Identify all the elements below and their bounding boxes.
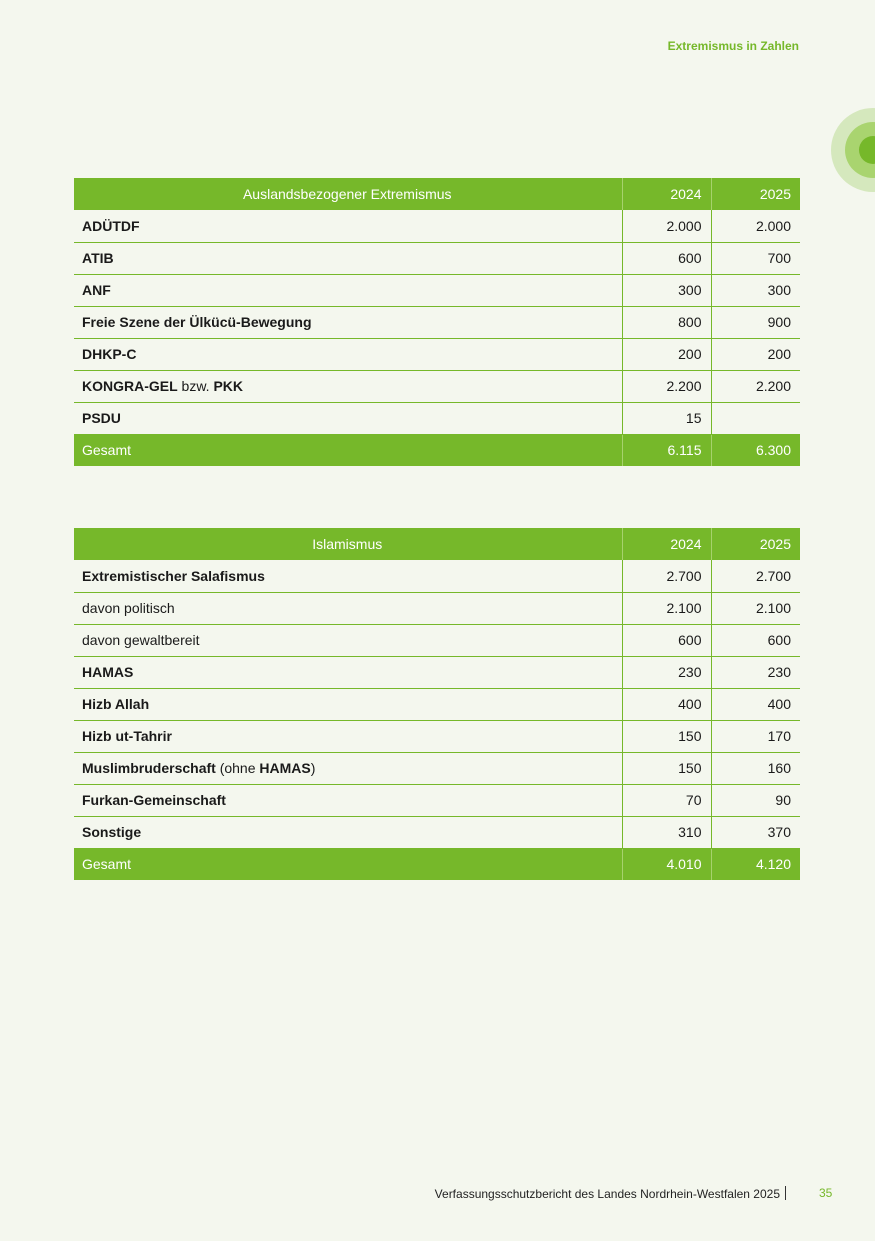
table-row — [74, 784, 800, 816]
total-label: Gesamt — [74, 434, 622, 466]
value-2025: 2.100 — [711, 592, 800, 624]
footer — [435, 1186, 793, 1201]
value-2025: 170 — [711, 720, 800, 752]
value-2024: 230 — [622, 656, 711, 688]
row-label — [74, 560, 622, 592]
value-2024: 800 — [622, 306, 711, 338]
row-label — [74, 274, 622, 306]
value-2025: 600 — [711, 624, 800, 656]
value-2024: 2.000 — [622, 210, 711, 242]
value-2025: 700 — [711, 242, 800, 274]
footer-text: Verfassungsschutzbericht des Landes Nordrhein-Westfalen 2025 — [434, 1187, 780, 1201]
column-header-2025: 2025 — [711, 528, 800, 560]
table-row — [74, 688, 800, 720]
value-2024: 400 — [622, 688, 711, 720]
row-label-part: Freie Szene der Ülkücü-Bewegung — [82, 314, 312, 330]
row-label-part: Hizb Allah — [82, 696, 150, 712]
value-2024: 310 — [622, 816, 711, 848]
row-label-part: HAMAS — [259, 760, 311, 776]
row-label-part: ADÜTDF — [82, 217, 140, 234]
total-row — [74, 434, 800, 466]
row-label — [74, 688, 622, 720]
row-label-part: ANF — [82, 282, 111, 298]
row-label-part: Hizb ut-Tahrir — [82, 728, 172, 744]
row-label-part: ) — [310, 760, 316, 776]
table-row — [74, 720, 800, 752]
table-row — [74, 624, 800, 656]
table-row — [74, 402, 800, 434]
row-label — [74, 210, 622, 242]
page-number: 35 — [819, 1186, 833, 1200]
value-2025: 900 — [711, 306, 800, 338]
row-label-part: davon gewaltbereit — [82, 632, 200, 648]
column-header-2024: 2024 — [622, 528, 711, 560]
value-2025: 200 — [711, 338, 800, 370]
table-row — [74, 816, 800, 848]
value-2025: 370 — [711, 816, 800, 848]
value-2025: 400 — [711, 688, 800, 720]
value-2025: 230 — [711, 656, 800, 688]
table-row — [74, 560, 800, 592]
value-2024: 150 — [622, 720, 711, 752]
table-row — [74, 306, 800, 338]
value-2025: 2.000 — [711, 210, 800, 242]
islamism-table — [74, 528, 800, 880]
row-label — [74, 816, 622, 848]
row-label-part: DHKP-C — [82, 346, 137, 362]
value-2024: 600 — [622, 242, 711, 274]
footer-divider — [785, 1186, 786, 1200]
row-label-part: davon politisch — [82, 600, 175, 616]
total-value-2024: 6.115 — [622, 434, 711, 466]
table-title: Islamismus — [74, 528, 622, 560]
row-label — [74, 624, 622, 656]
value-2025: 160 — [711, 752, 800, 784]
table-row — [74, 338, 800, 370]
row-label-part: bzw. — [177, 378, 214, 394]
row-label — [74, 306, 622, 338]
value-2024: 2.100 — [622, 592, 711, 624]
column-header-2024: 2024 — [622, 178, 711, 210]
row-label-part: Extremistischer Salafismus — [82, 567, 265, 584]
row-label — [74, 592, 622, 624]
table-row — [74, 592, 800, 624]
value-2024: 15 — [622, 402, 711, 434]
decorative-circle-icon — [831, 108, 875, 192]
row-label-part: PSDU — [82, 410, 121, 426]
value-2024: 70 — [622, 784, 711, 816]
value-2024: 600 — [622, 624, 711, 656]
row-label — [74, 720, 622, 752]
table-header-row — [74, 178, 800, 210]
row-label — [74, 370, 622, 402]
table-title: Auslandsbezogener Extremismus — [74, 178, 622, 210]
row-label-part: ATIB — [82, 250, 114, 266]
table-row — [74, 656, 800, 688]
value-2024: 2.700 — [622, 560, 711, 592]
value-2025 — [711, 402, 800, 434]
value-2025: 2.700 — [711, 560, 800, 592]
total-value-2025: 4.120 — [711, 848, 800, 880]
total-row — [74, 848, 800, 880]
row-label — [74, 784, 622, 816]
value-2025: 90 — [711, 784, 800, 816]
row-label — [74, 402, 622, 434]
value-2024: 200 — [622, 338, 711, 370]
total-label: Gesamt — [74, 848, 622, 880]
row-label-part: Muslimbruderschaft — [82, 760, 216, 776]
value-2024: 150 — [622, 752, 711, 784]
row-label — [74, 242, 622, 274]
row-label-part: HAMAS — [82, 664, 134, 680]
row-label-part: Furkan-Gemeinschaft — [82, 792, 226, 808]
total-value-2025: 6.300 — [711, 434, 800, 466]
table-row — [74, 274, 800, 306]
table-row — [74, 752, 800, 784]
running-header: Extremismus in Zahlen — [667, 39, 799, 53]
row-label-part: KONGRA-GEL — [82, 378, 178, 394]
row-label — [74, 338, 622, 370]
column-header-2025: 2025 — [711, 178, 800, 210]
row-label-part: PKK — [213, 378, 244, 394]
row-label — [74, 656, 622, 688]
row-label — [74, 752, 622, 784]
table-header-row — [74, 528, 800, 560]
table-row — [74, 370, 800, 402]
value-2024: 2.200 — [622, 370, 711, 402]
row-label-part: Sonstige — [82, 824, 142, 840]
foreign-extremism-table — [74, 178, 800, 466]
value-2025: 2.200 — [711, 370, 800, 402]
table-row — [74, 210, 800, 242]
row-label-part: (ohne — [215, 760, 260, 776]
value-2025: 300 — [711, 274, 800, 306]
table-row — [74, 242, 800, 274]
total-value-2024: 4.010 — [622, 848, 711, 880]
value-2024: 300 — [622, 274, 711, 306]
